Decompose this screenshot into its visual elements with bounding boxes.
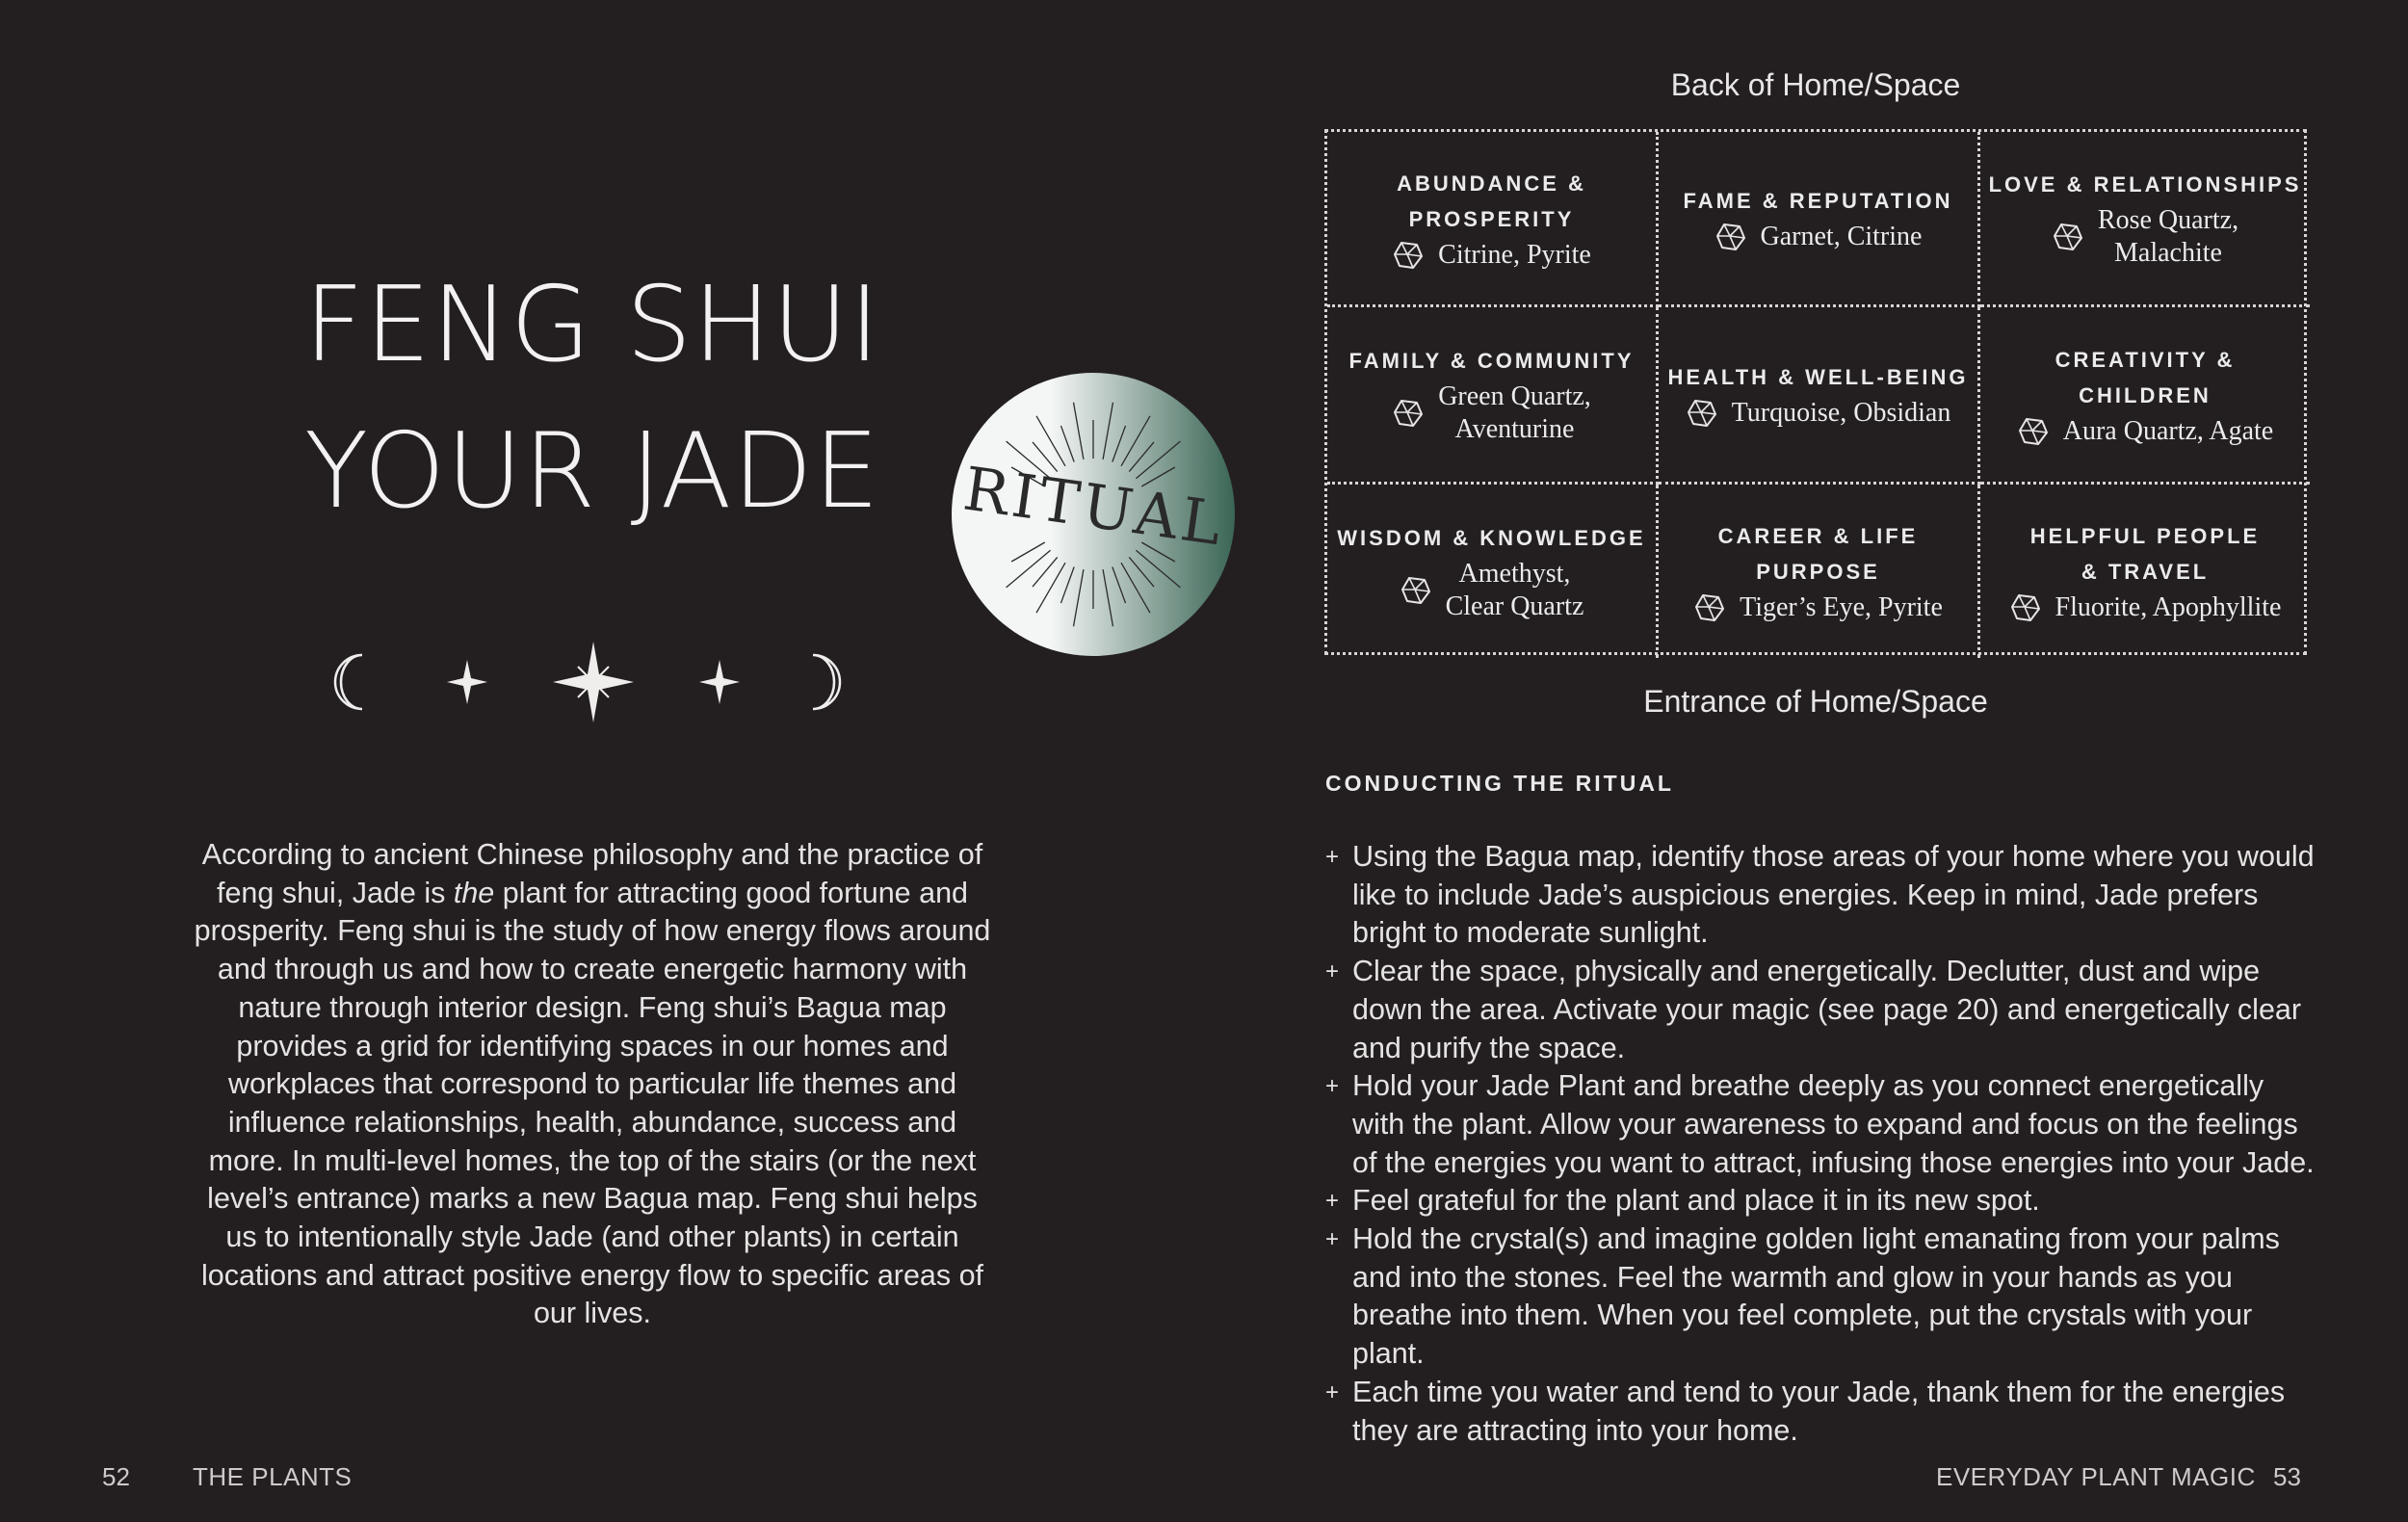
- bagua-cell: [1659, 485, 1980, 658]
- title-line-2: YOUR JADE: [304, 411, 880, 532]
- large-star-icon: [553, 642, 634, 722]
- bagua-area-label: [1666, 518, 1970, 590]
- bagua-stones: [1686, 397, 1951, 430]
- bagua-area-line: CAREER & LIFE PURPOSE: [1717, 524, 1919, 584]
- running-head-left: THE PLANTS: [193, 1462, 353, 1491]
- ritual-step: [1325, 1374, 2317, 1450]
- bagua-stone-names: [2063, 415, 2273, 448]
- bagua-stones: [1714, 221, 1923, 253]
- bagua-area-label: [1684, 183, 1953, 219]
- bagua-area-line: HEALTH & WELL-BEING: [1667, 365, 1969, 389]
- bagua-area-line: FAME & REPUTATION: [1683, 189, 1953, 213]
- intro-emphasis: the: [453, 876, 495, 909]
- bagua-area-label: [1989, 167, 2302, 202]
- bagua-stones: [1392, 380, 1591, 446]
- bagua-area-line: HELPFUL PEOPLE: [2029, 524, 2261, 548]
- ritual-step-text: Hold your Jade Plant and breathe deeply as you connect energetically with the plant. Allow your awareness to expand and focus on the feelings of the energies you want to attract, infusing those energies into your Jade.: [1352, 1069, 2315, 1179]
- bagua-area-label: [1397, 166, 1586, 237]
- bagua-area-line: & TRAVEL: [2081, 560, 2210, 584]
- bagua-stone-line: Citrine, Pyrite: [1438, 239, 1591, 270]
- bagua-cell: [1327, 485, 1659, 658]
- bagua-area-label: [2030, 518, 2260, 590]
- bagua-stones: [1693, 591, 1943, 624]
- bagua-stones: [2009, 591, 2282, 624]
- page-number-right: 53: [2273, 1462, 2301, 1491]
- bagua-stone-line: Clear Quartz: [1445, 590, 1584, 621]
- bagua-cell: [1659, 307, 1980, 485]
- bagua-cell: [1980, 485, 2310, 658]
- bagua-stone-names: [2055, 591, 2282, 624]
- bagua-stone-line: Aura Quartz, Agate: [2062, 415, 2274, 446]
- bagua-stones: [2052, 204, 2238, 270]
- intro-paragraph: [193, 836, 992, 1333]
- small-star-icon: [447, 660, 487, 704]
- section-heading: CONDUCTING THE RITUAL: [1325, 771, 1674, 796]
- crystal-icon: [1693, 591, 1726, 624]
- crystal-icon: [1714, 221, 1747, 253]
- bagua-stone-names: [1446, 558, 1584, 623]
- crystal-icon: [2009, 591, 2042, 624]
- crescent-moon-icon: [813, 655, 840, 709]
- badge-text: RITUAL: [959, 453, 1230, 560]
- bagua-entrance-label: Entrance of Home/Space: [1643, 684, 1988, 719]
- crystal-icon: [1392, 397, 1425, 430]
- bagua-stone-names: [1438, 380, 1591, 446]
- bagua-stone-names: [1732, 397, 1951, 430]
- page-title: [193, 252, 992, 545]
- bagua-area-line: ABUNDANCE &: [1397, 171, 1586, 196]
- ritual-step: [1325, 838, 2317, 953]
- bagua-stone-line: Fluorite, Apophyllite: [2055, 592, 2282, 622]
- plus-bullet-icon: +: [1325, 1226, 1340, 1253]
- crystal-icon: [1392, 239, 1425, 272]
- ritual-step: [1325, 1220, 2317, 1374]
- ritual-step-text: Feel grateful for the plant and place it in its new spot.: [1352, 1184, 2040, 1218]
- bagua-area-line: LOVE & RELATIONSHIPS: [1988, 172, 2302, 197]
- bagua-stones: [1392, 239, 1591, 272]
- bagua-area-label: [1988, 342, 2302, 413]
- ritual-step-text: Clear the space, physically and energetically. Declutter, dust and wipe down the area. Activate your magic (see page 20) and energetically clear and purify the space.: [1352, 955, 2302, 1064]
- title-line-1: FENG SHUI: [303, 265, 881, 385]
- bagua-area-line: FAMILY & COMMUNITY: [1348, 349, 1635, 373]
- ritual-step-text: Each time you water and tend to your Jade, thank them for the energies they are attracting into your home.: [1352, 1375, 2286, 1447]
- plus-bullet-icon: +: [1325, 1378, 1340, 1405]
- bagua-area-line: CREATIVITY & CHILDREN: [2055, 347, 2236, 407]
- bagua-cell: [1980, 307, 2310, 485]
- bagua-cell: [1327, 132, 1659, 307]
- small-star-icon: [699, 660, 740, 704]
- bagua-stone-line: Aventurine: [1454, 414, 1575, 444]
- bagua-stone-line: Amethyst,: [1458, 558, 1571, 589]
- plus-bullet-icon: +: [1325, 1073, 1340, 1100]
- bagua-area-line: PROSPERITY: [1408, 206, 1575, 231]
- ritual-step-text: Using the Bagua map, identify those areas of your home where you would like to include Jade’s auspicious energies. Keep in mind, Jade prefers bright to moderate sunlight.: [1352, 840, 2315, 950]
- bagua-stone-line: Turquoise, Obsidian: [1731, 398, 1951, 428]
- ritual-badge: [950, 371, 1237, 658]
- crescent-moon-icon: [335, 655, 362, 709]
- crystal-icon: [2052, 221, 2084, 253]
- ritual-step: [1325, 1182, 2317, 1220]
- bagua-area-label: [1667, 359, 1968, 395]
- crystal-icon: [2017, 415, 2050, 448]
- bagua-cell: [1659, 132, 1980, 307]
- bagua-area-line: WISDOM & KNOWLEDGE: [1337, 525, 1646, 550]
- bagua-stone-line: Garnet, Citrine: [1760, 222, 1923, 251]
- bagua-cell: [1980, 132, 2310, 307]
- bagua-stone-names: [1438, 239, 1591, 272]
- bagua-stone-names: [1761, 221, 1923, 253]
- bagua-back-label: Back of Home/Space: [1670, 67, 1961, 102]
- plus-bullet-icon: +: [1325, 1188, 1340, 1215]
- ritual-step: [1325, 953, 2317, 1067]
- bagua-map: [1324, 129, 2307, 655]
- crystal-icon: [1400, 574, 1432, 607]
- bagua-stone-line: Rose Quartz,: [2097, 205, 2239, 235]
- bagua-stone-line: Malachite: [2114, 238, 2222, 268]
- intro-text: plant for attracting good fortune and prosperity. Feng shui is the study of how energy flows around and through us and how to create energetic harmony with nature through interior design. Feng shui’s Bagua map provides a grid for identifying spaces in our homes and workplaces that correspond to particular life themes and influence relationships, health, abundance, success and more. In multi-level homes, the top of the stairs (or the next level’s entrance) marks a new Bagua map. Feng shui helps us to intentionally style Jade (and other plants) in certain locations and attract positive energy flow to specific areas of our lives.: [194, 876, 991, 1330]
- bagua-stones: [1400, 558, 1584, 623]
- ritual-step-text: Hold the crystal(s) and imagine golden light emanating from your palms and into the stones. Feel the warmth and glow in your hands as you breathe into them. When you feel complete, put the crystals with your plant.: [1352, 1222, 2280, 1371]
- plus-bullet-icon: +: [1325, 844, 1340, 870]
- bagua-stone-names: [2098, 204, 2238, 270]
- bagua-cell: [1327, 307, 1659, 485]
- bagua-stone-line: Tiger’s Eye, Pyrite: [1740, 592, 1943, 622]
- page-number-left: 52: [102, 1462, 130, 1491]
- ornament-row: [327, 636, 848, 727]
- bagua-stone-line: Green Quartz,: [1438, 381, 1591, 411]
- intro-text: According to ancient Chinese philosophy and the practice of feng shui, Jade is: [201, 838, 983, 909]
- running-head-right: EVERYDAY PLANT MAGIC: [1936, 1462, 2256, 1491]
- ritual-steps-list: [1325, 838, 2317, 1450]
- plus-bullet-icon: +: [1325, 958, 1340, 985]
- ritual-step: [1325, 1067, 2317, 1182]
- bagua-stone-names: [1740, 591, 1943, 624]
- bagua-area-label: [1348, 343, 1634, 379]
- bagua-area-label: [1337, 520, 1645, 556]
- bagua-stones: [2017, 415, 2273, 448]
- crystal-icon: [1686, 397, 1718, 430]
